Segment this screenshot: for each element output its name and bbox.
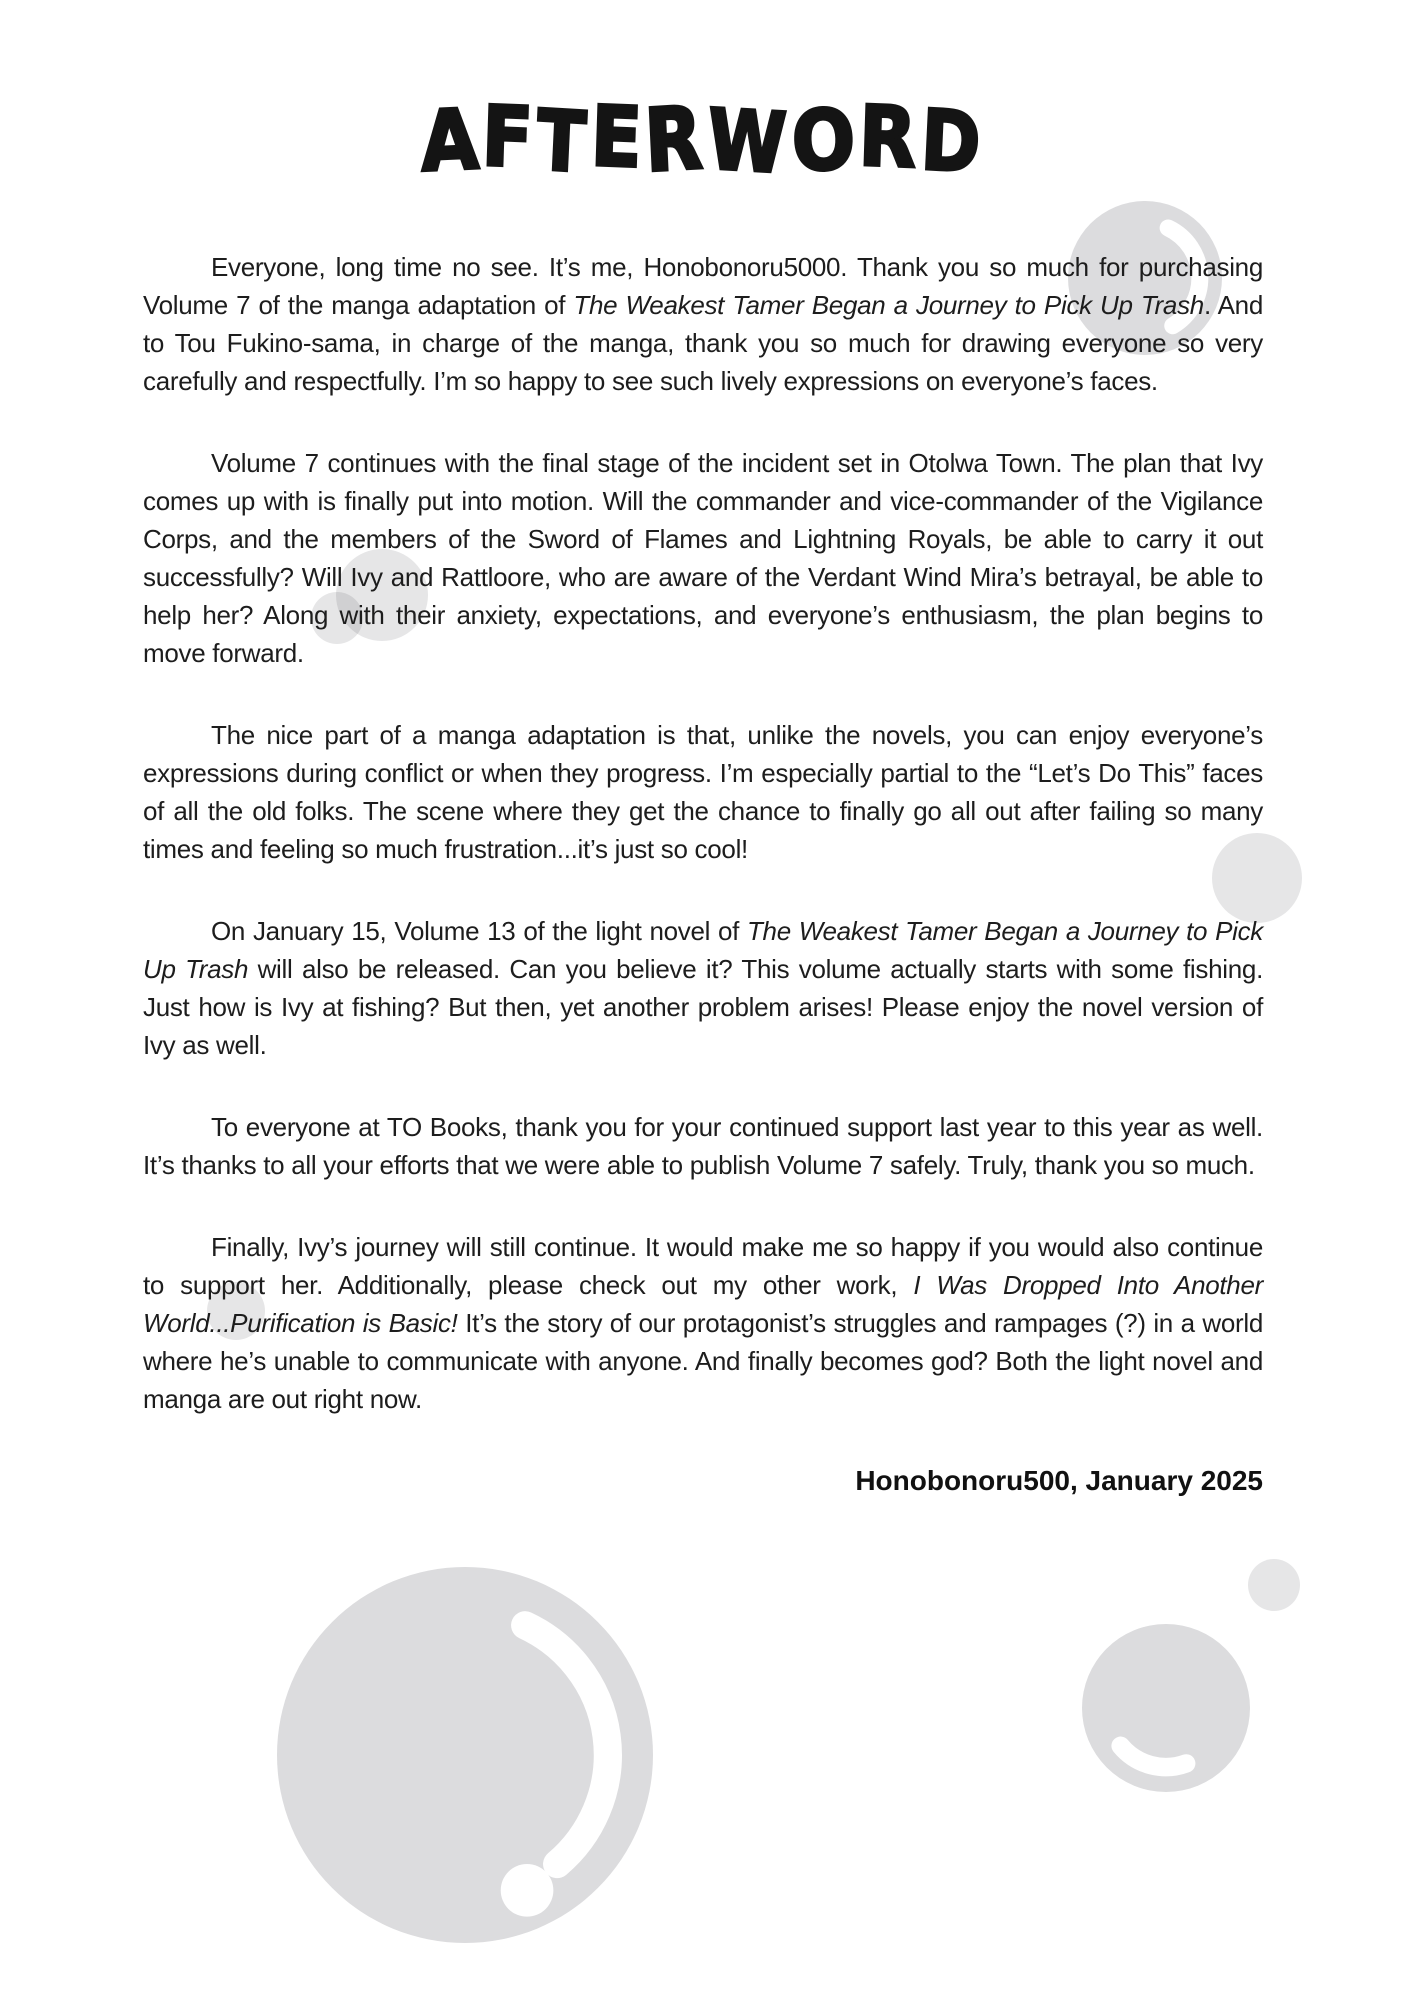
afterword-content [143,0,1263,1500]
bubble-decoration-bottom-left-huge [277,1567,653,1943]
title-letter: W [705,91,793,193]
work-title-italic: The Weakest Tamer Began a Journey to Pick Up Trash [573,290,1204,320]
text-segment: The nice part of a manga adaptation is that, unlike the novels, you can enjoy everyone’s expressions during conflict or when they progress. I’m especially partial to the “Let’s Do This” faces of all the old folks. The scene where they get the chance to finally go all out after failing so many times and feeling so much frustration...it’s just so cool! [143,720,1263,864]
title-letter: E [589,88,648,187]
work-title-italic: The Weakest Tamer Began a Journey to Pick Up Trash [143,916,1264,984]
paragraph [143,1108,1263,1184]
text-segment: Volume 7 continues with the final stage of the incident set in Otolwa Town. The plan that Ivy comes up with is finally put into motion. Will the commander and vice-commander of the Vigilance Corps, and the members of the Sword of Flames and Lightning Royals, be able to carry it out successfully? Will Ivy and Rattloore, who are aware of the Verdant Wind Mira’s betrayal, be able to help her? Along with their anxiety, expectations, and everyone’s enthusiasm, the plan begins to move forward. [143,448,1263,668]
title-letter: O [790,91,861,191]
text-segment: Everyone, long time no see. It’s me, Honobonoru5000. Thank you so much for purchasing Volume 7 of the manga adaptation of [143,252,1263,320]
page-title [143,82,1263,198]
title-letter: F [480,88,538,187]
paragraph [143,912,1263,1064]
text-segment: . And to Tou Fukino-sama, in charge of the manga, thank you so much for drawing everyone so very carefully and respectfully. I’m so happy to see such lively expressions on everyone’s faces. [143,290,1263,396]
text-segment: It’s the story of our protagonist’s struggles and rampages (?) in a world where he’s unable to communicate with anyone. And finally becomes god? Both the light novel and manga are out right now. [143,1308,1263,1414]
text-segment: On January 15, Volume 13 of the light novel of [211,916,747,946]
text-segment: Finally, Ivy’s journey will still continue. It would make me so happy if you would also continue to support her. Additionally, please check out my other work, [143,1232,1263,1300]
paragraph [143,248,1263,400]
paragraph [143,1228,1263,1418]
text-segment: To everyone at TO Books, thank you for your continued support last year to this year as well. It’s thanks to all your efforts that we were able to publish Volume 7 safely. Truly, thank you so much. [143,1112,1263,1180]
text-segment: will also be released. Can you believe it? This volume actually starts with some fishing. Just how is Ivy at fishing? But then, yet another problem arises! Please enjoy the novel version of Ivy as well. [143,954,1263,1060]
bubble-decoration-bottom-right-small [1248,1559,1300,1611]
author-signature: Honobonoru500, January 2025 [855,1465,1263,1496]
afterword-body [143,248,1263,1418]
title-letter: R [857,88,922,188]
bubble-decoration-bottom-right-large [1082,1624,1250,1792]
title-letter: T [535,92,592,192]
paragraph [143,716,1263,868]
title-letter: R [643,88,709,192]
work-title-italic: I Was Dropped Into Another World...Purification is Basic! [143,1270,1263,1338]
title-letter: D [918,92,987,193]
paragraph [143,444,1263,672]
title-letter: A [418,91,484,191]
